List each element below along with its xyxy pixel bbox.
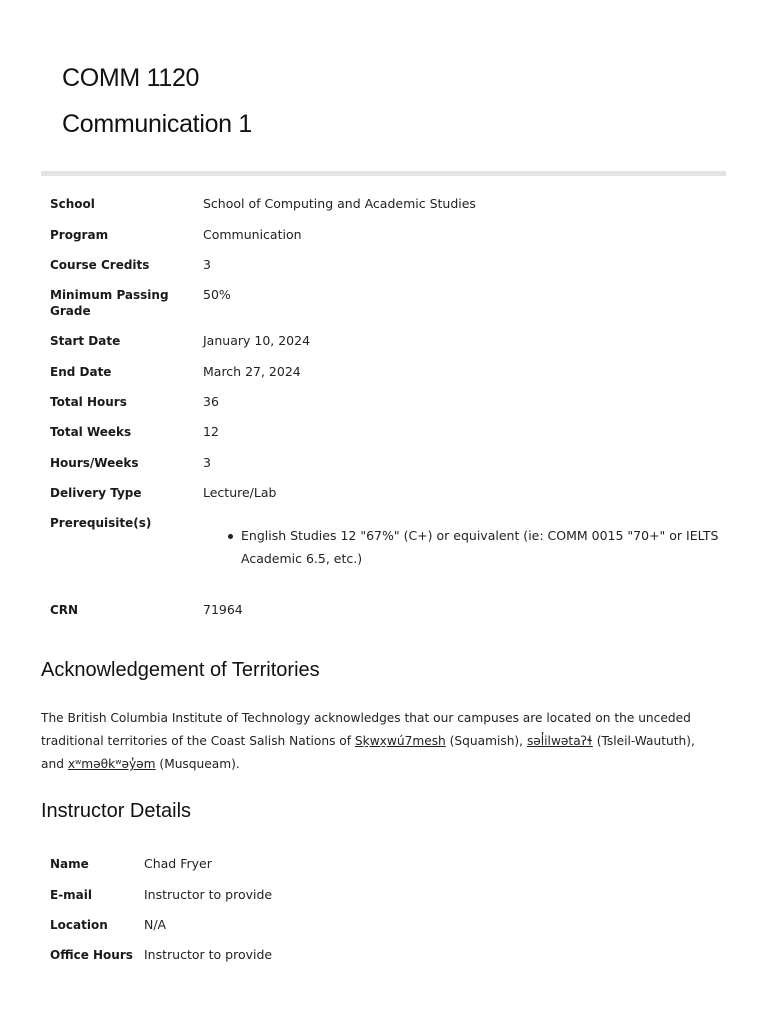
instructor-details-table <box>41 856 441 977</box>
detail-label: Program <box>50 228 109 242</box>
instructor-value: Instructor to provide <box>144 947 273 962</box>
instructor-value: Instructor to provide <box>144 887 273 902</box>
detail-row-total-weeks <box>41 424 721 455</box>
detail-value: Communication <box>203 227 302 242</box>
detail-value: 50% <box>203 287 231 302</box>
instructor-row-office-hours <box>41 947 441 977</box>
detail-row-school <box>41 196 721 227</box>
detail-row-delivery-type <box>41 485 721 515</box>
ack-text-intro: The British Columbia Institute of Technology acknowledges that our campuses are located on the unceded traditional territories of the Coast Salish Nations of <box>41 711 691 748</box>
detail-row-end-date <box>41 364 721 394</box>
ack-text-part: (Squamish), <box>445 734 527 748</box>
prerequisite-list <box>203 524 721 570</box>
detail-value: School of Computing and Academic Studies <box>203 196 476 211</box>
header-divider <box>41 171 726 176</box>
instructor-heading: Instructor Details <box>41 800 192 822</box>
detail-row-credits <box>41 257 721 287</box>
course-details-table <box>41 196 721 632</box>
instructor-row-name <box>41 856 441 887</box>
detail-value: 3 <box>203 455 211 470</box>
ack-text-part: (Tsleil-Waututh), and <box>41 734 695 771</box>
detail-row-start-date <box>41 333 721 364</box>
detail-row-total-hours <box>41 394 721 424</box>
instructor-label: E-mail <box>50 888 93 902</box>
detail-row-prerequisites <box>41 515 721 602</box>
detail-label: Delivery Type <box>50 486 142 500</box>
detail-value: Lecture/Lab <box>203 485 277 500</box>
detail-label: Prerequisite(s) <box>50 516 152 530</box>
detail-label: Total Hours <box>50 395 127 409</box>
course-title: Communication 1 <box>62 110 253 138</box>
detail-label: Course Credits <box>50 258 150 272</box>
nation-link-musqueam[interactable]: xʷməθkʷəy̓əm <box>67 757 156 771</box>
detail-row-program <box>41 227 721 257</box>
acknowledgement-text <box>41 707 721 776</box>
detail-label: School <box>50 197 95 211</box>
detail-value <box>195 515 721 570</box>
detail-value: January 10, 2024 <box>203 333 311 348</box>
instructor-row-email <box>41 887 441 917</box>
nation-link-tsleil-waututh[interactable]: səl̓ilwətaʔɬ <box>526 734 593 748</box>
instructor-label: Name <box>50 857 89 871</box>
detail-value: March 27, 2024 <box>203 364 301 379</box>
nation-link-squamish[interactable]: Sḵwx̱wú7mesh <box>354 734 446 748</box>
detail-label: Total Weeks <box>50 425 132 439</box>
course-code: COMM 1120 <box>62 64 200 92</box>
detail-value: 3 <box>203 257 211 272</box>
instructor-row-location <box>41 917 441 947</box>
detail-label: CRN <box>50 603 79 617</box>
ack-text-part: (Musqueam). <box>155 757 240 771</box>
acknowledgement-heading: Acknowledgement of Territories <box>41 659 320 681</box>
detail-label: Start Date <box>50 334 121 348</box>
detail-row-hours-weeks <box>41 455 721 485</box>
prerequisite-item: English Studies 12 "67%" (C+) or equivalent (ie: COMM 0015 "70+" or IELTS Academic 6.5, etc.) <box>203 524 721 570</box>
instructor-value: Chad Fryer <box>144 856 212 871</box>
detail-value: 36 <box>203 394 219 409</box>
instructor-label: Office Hours <box>50 948 133 962</box>
instructor-value: N/A <box>144 917 167 932</box>
detail-value: 71964 <box>203 602 243 617</box>
detail-label: Hours/Weeks <box>50 456 139 470</box>
instructor-label: Location <box>50 918 108 932</box>
detail-row-crn <box>41 602 721 632</box>
detail-value: 12 <box>203 424 219 439</box>
detail-label: End Date <box>50 365 112 379</box>
detail-label: Minimum Passing Grade <box>50 288 169 318</box>
detail-row-passing-grade <box>41 287 721 333</box>
